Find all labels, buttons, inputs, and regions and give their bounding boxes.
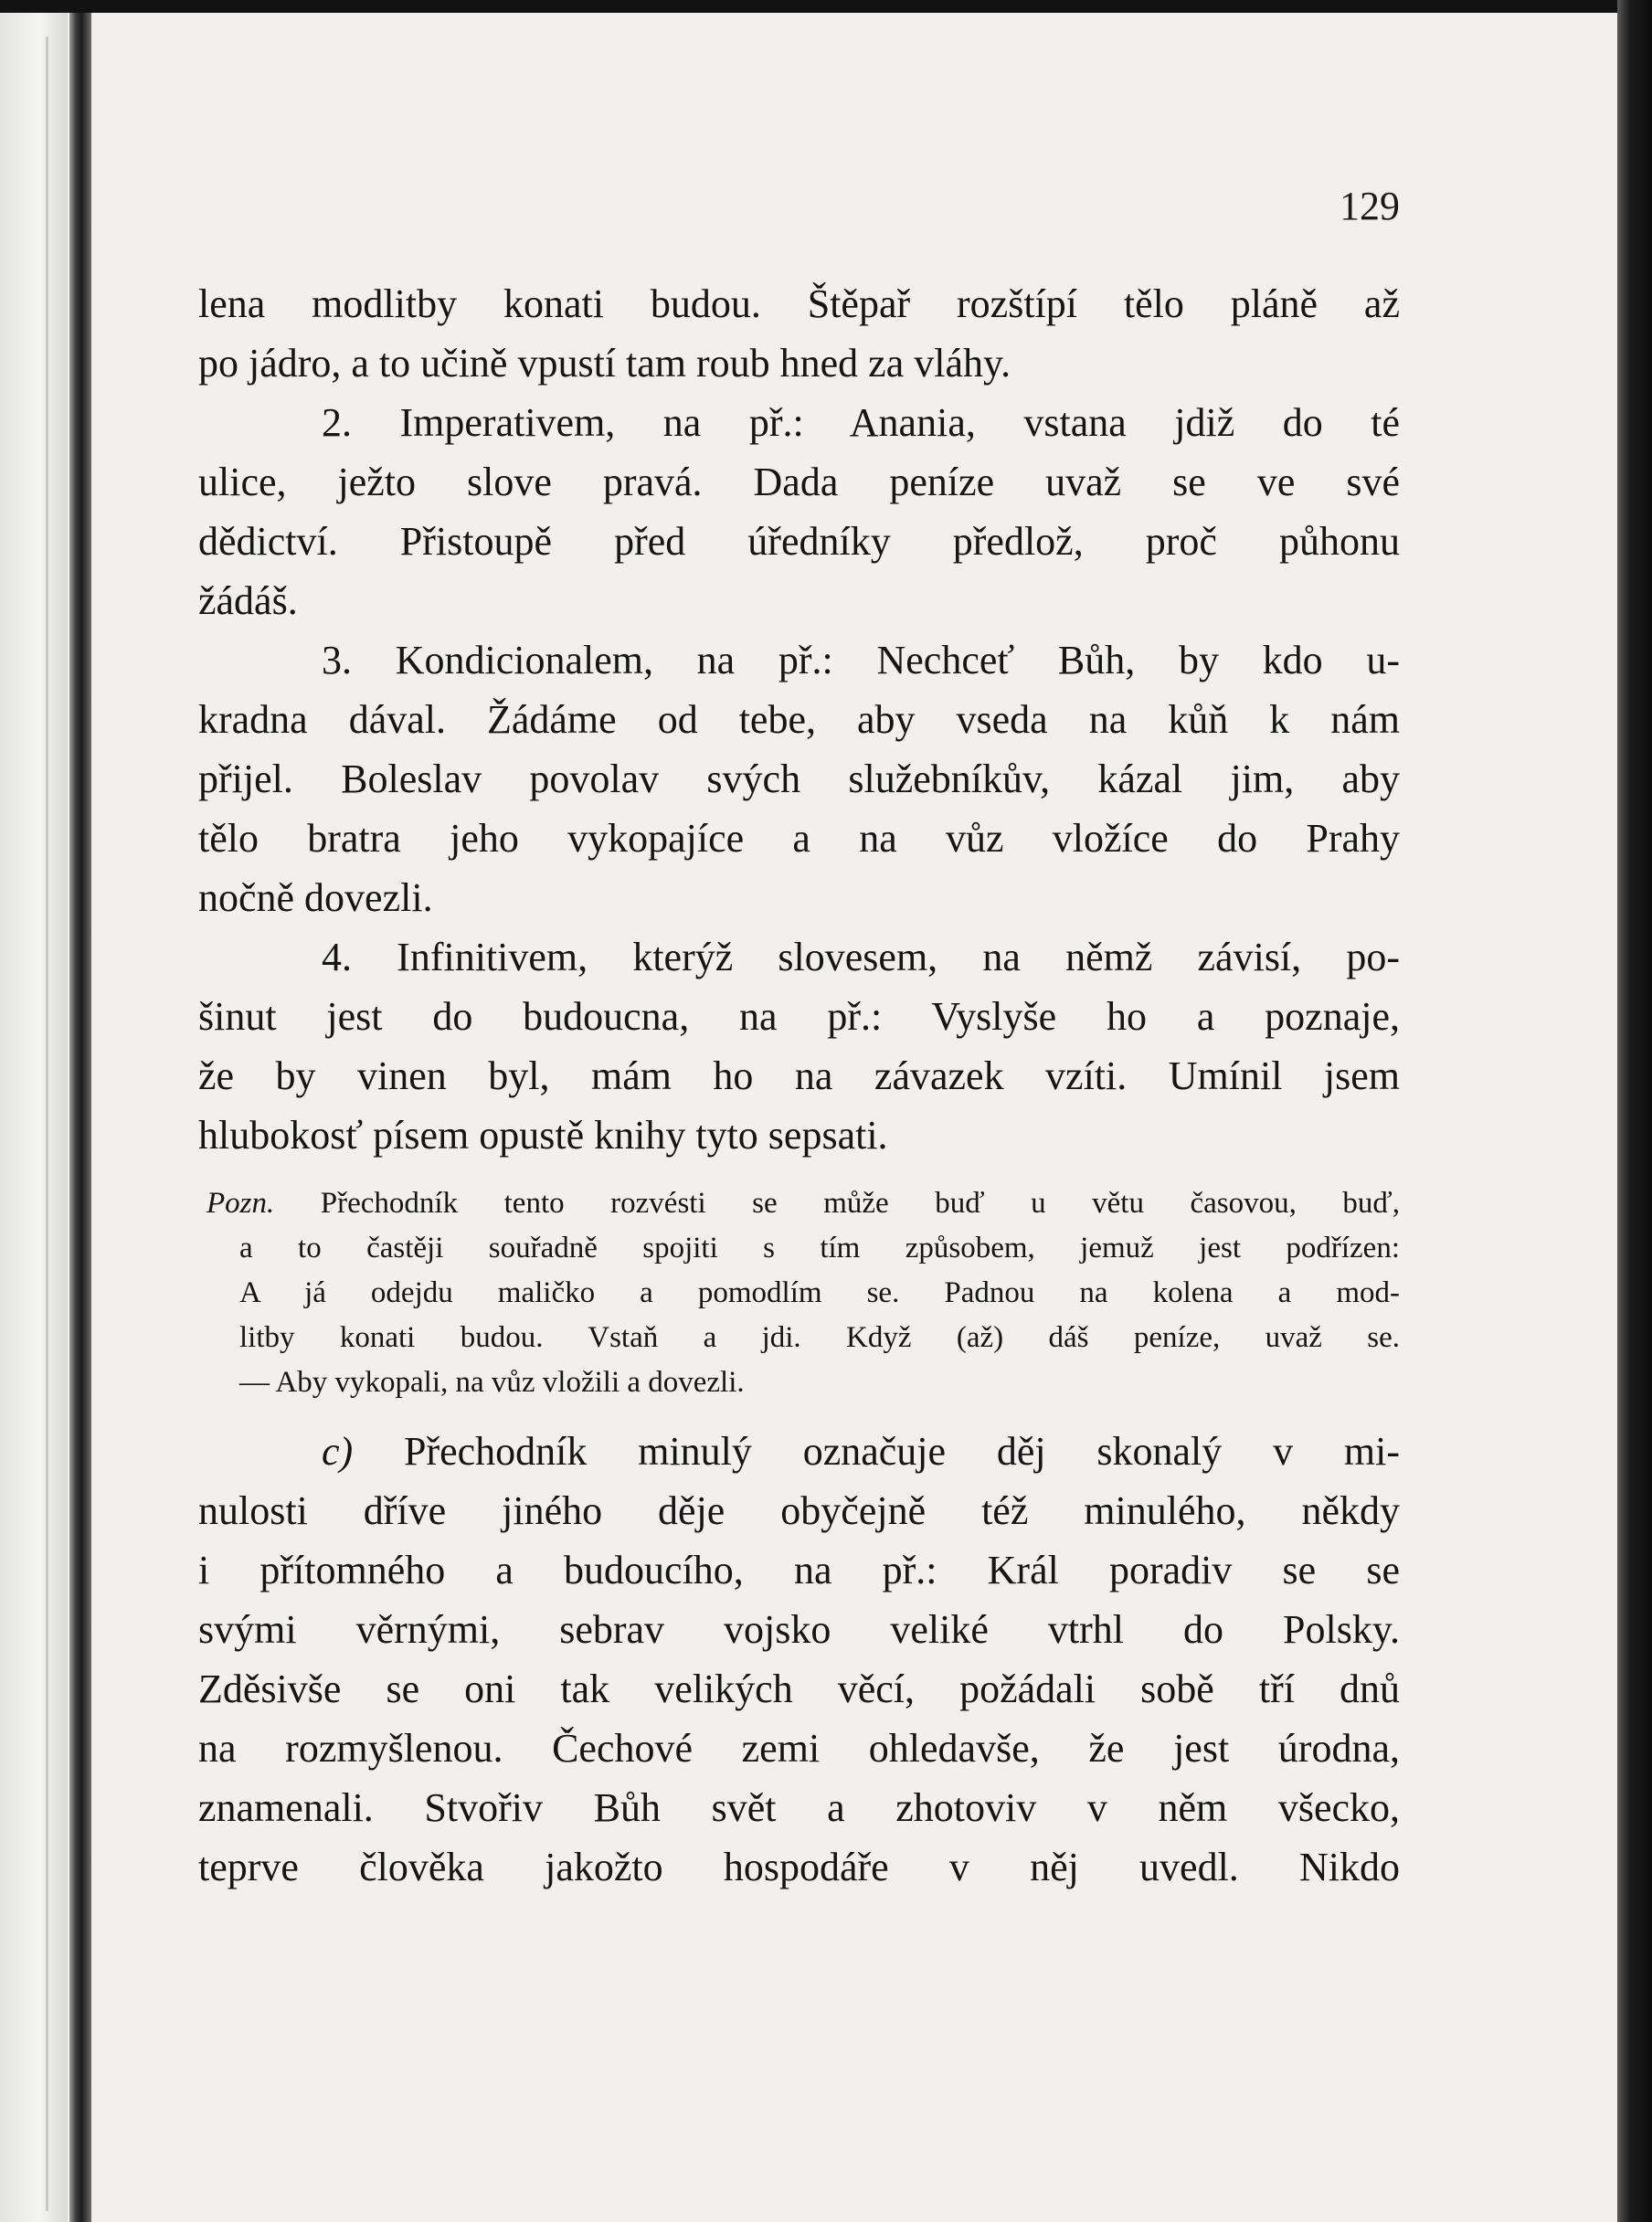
text-line: kradna dával. Žádáme od tebe, aby vseda na kůň k nám	[198, 697, 1400, 742]
text-line: svými věrnými, sebrav vojsko veliké vtrhl do Polsky.	[198, 1607, 1400, 1652]
text-line: že by vinen byl, mám ho na závazek vzíti. Umínil jsem	[198, 1053, 1400, 1098]
text-line: ulice, ježto slove pravá. Dada peníze uvaž se ve své	[198, 460, 1400, 504]
scan-top-edge	[0, 0, 1652, 13]
text-line: 4. Infinitivem, kterýž slovesem, na němž závisí, po-	[322, 935, 1400, 979]
text-line: Zděsivše se oni tak velikých věcí, požádali sobě tří dnů	[198, 1666, 1400, 1711]
section-first-line-text: Přechodník minulý označuje děj skonalý v mi-	[404, 1429, 1401, 1474]
text-line: teprve člověka jakožto hospodáře v něj uvedl. Nikdo	[198, 1845, 1400, 1889]
text-line: hlubokosť písem opustě knihy tyto sepsati.	[198, 1113, 888, 1158]
text-line: nočně dovezli.	[198, 875, 433, 920]
note-line	[198, 1181, 1400, 1226]
note-label: Pozn.	[206, 1187, 275, 1220]
text-line: přijel. Boleslav povolav svých služebníkův, kázal jim, aby	[198, 757, 1400, 801]
text-line: 2. Imperativem, na př.: Anania, vstana jdiž do té	[322, 400, 1400, 445]
text-line: znamenali. Stvořiv Bůh svět a zhotoviv v něm všecko,	[198, 1785, 1400, 1830]
note-first-line-text: Přechodník tento rozvésti se může buď u větu časovou, buď,	[320, 1187, 1400, 1220]
note-line: — Aby vykopali, na vůz vložili a dovezli.	[239, 1366, 745, 1399]
note-line: A já odejdu maličko a pomodlím se. Padnou na kolena a mod-	[239, 1276, 1400, 1309]
text-line: tělo bratra jeho vykopajíce a na vůz vložíce do Prahy	[198, 816, 1400, 861]
text-line: žádáš.	[198, 578, 298, 623]
text-line	[198, 1422, 1400, 1481]
page-number: 129	[1340, 184, 1400, 228]
scan-binding-shadow	[69, 13, 91, 2222]
text-line: i přítomného a budoucího, na př.: Král poradiv se se	[198, 1548, 1400, 1592]
footnote	[198, 1181, 1400, 1405]
text-line: lena modlitby konati budou. Štěpař rozštípí tělo pláně až	[198, 281, 1400, 326]
scan-right-edge	[1617, 0, 1652, 2222]
text-line: šinut jest do budoucna, na př.: Vyslyše ho a poznaje,	[198, 994, 1400, 1039]
text-line: na rozmyšlenou. Čechové zemi ohledavše, že jest úrodna,	[198, 1726, 1400, 1771]
note-line: a to častěji souřadně spojiti s tím způsobem, jemuž jest podřízen:	[239, 1232, 1400, 1264]
note-line: litby konati budou. Vstaň a jdi. Když (až) dáš peníze, uvaž se.	[239, 1321, 1400, 1354]
page-text	[198, 274, 1400, 1897]
section-label: c)	[322, 1429, 354, 1474]
text-line: 3. Kondicionalem, na př.: Nechceť Bůh, by kdo u-	[322, 638, 1400, 682]
text-line: dědictví. Přistoupě před úředníky předlož, proč půhonu	[198, 519, 1400, 564]
text-line: nulosti dříve jiného děje obyčejně též minulého, někdy	[198, 1488, 1400, 1533]
scan-fold-line	[46, 37, 48, 2211]
text-line: po jádro, a to učině vpustí tam roub hned za vláhy.	[198, 341, 1011, 386]
scan-left-margin	[0, 13, 68, 2222]
